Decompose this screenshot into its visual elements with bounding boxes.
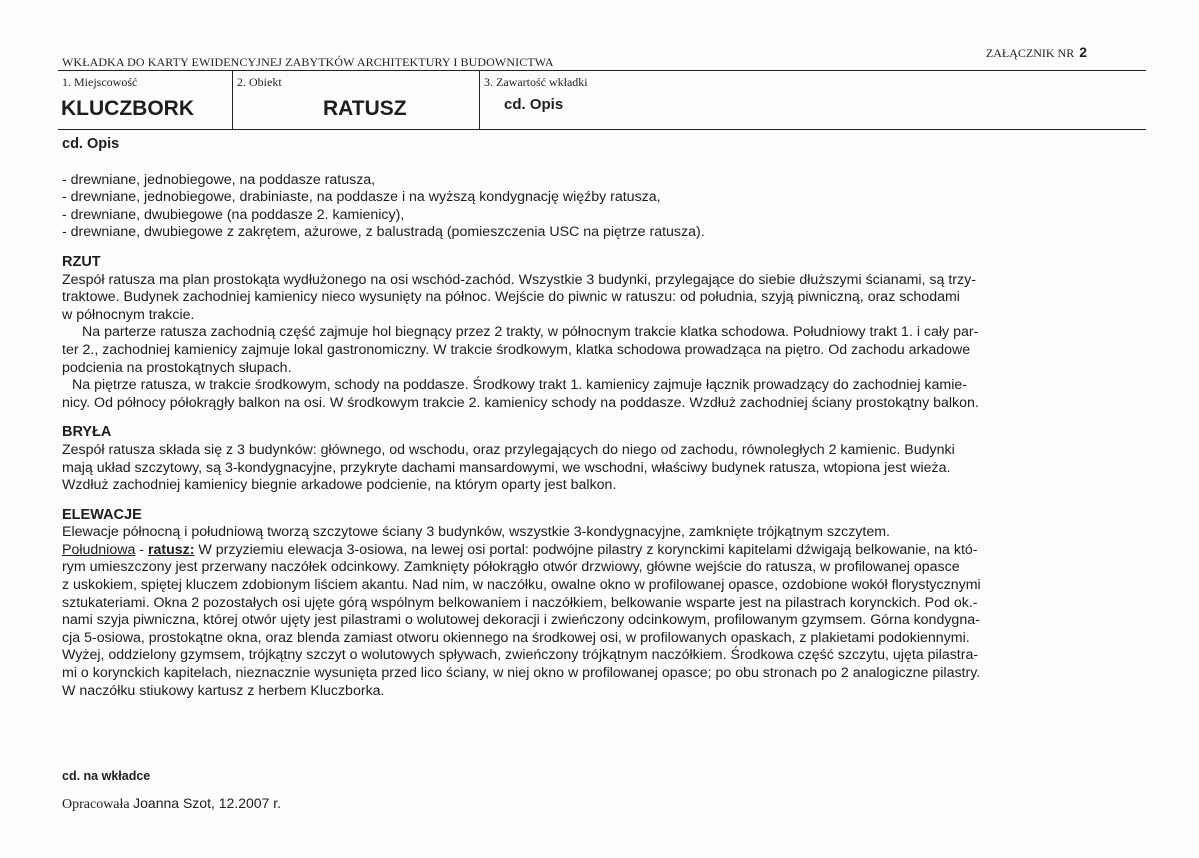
prepared-by bbox=[62, 795, 281, 813]
rzut-line: ter 2., zachodniej kamienicy zajmuje lokal gastronomiczny. W trakcie środkowym, klatka schodowa prowadząca na piętro. Od zachodu arkadowe bbox=[62, 341, 971, 358]
continued-note: cd. na wkładce bbox=[62, 769, 151, 783]
rzut-heading: RZUT bbox=[62, 253, 101, 270]
form-title: WKŁADKA DO KARTY EWIDENCYJNEJ ZABYTKÓW ARCHITEKTURY I BUDOWNICTWA bbox=[62, 55, 554, 69]
elewacje-line: mi o korynckich kapitelach, nieznacznie wysunięta przed lico ściany, w niej okno w profilowanej opasce; po obu stronach po 2 analogiczne pilastry. bbox=[62, 665, 981, 682]
prepared-name: Joanna Szot, 12.2007 r. bbox=[133, 795, 282, 811]
elewacje-line: rym umieszczony jest przerwany naczółek odcinkowy. Zamknięty półokrągło otwór drzwiowy, główne wejście do ratusza, w profilowanej opasce bbox=[62, 559, 960, 576]
bryla-heading: BRYŁA bbox=[62, 424, 112, 441]
south-dash: - bbox=[135, 541, 148, 558]
elewacje-line: Elewacje północną i południową tworzą szczytowe ściany 3 budynków, wszystkie 3-kondygnacyjne, zamknięte trójkątnym szczytem. bbox=[62, 524, 890, 541]
locality-value: KLUCZBORK bbox=[61, 97, 194, 120]
object-cell bbox=[232, 71, 479, 129]
stairs-list bbox=[62, 172, 1162, 242]
content-label: 3. Zawartość wkładki bbox=[484, 75, 588, 89]
prepared-label: Opracowała bbox=[62, 797, 130, 812]
bryla-line: Wzdłuż zachodniej kamienicy biegnie arkadowe podcienie, na którym oparty jest balkon. bbox=[62, 477, 617, 494]
header-fields-table bbox=[58, 70, 1146, 130]
object-label: 2. Obiekt bbox=[237, 75, 282, 89]
elewacje-line: Wyżej, oddzielony gzymsem, trójkątny szczyt o wolutowych spływach, zwieńczony trójkątnym naczółkiem. Środkowa część szczytu, ujęta pilastra- bbox=[62, 647, 979, 664]
stairs-line: - drewniane, dwubiegowe (na poddasze 2. kamienicy), bbox=[62, 206, 405, 223]
annex-number: 2 bbox=[1079, 44, 1087, 60]
south-elevation-label: Południowa bbox=[62, 541, 136, 558]
stairs-line: - drewniane, dwubiegowe z zakrętem, ażurowe, z balustradą (pomieszczenia USC na piętrze ratusza). bbox=[62, 224, 705, 241]
stairs-line: - drewniane, jednobiegowe, na poddasze ratusza, bbox=[62, 171, 376, 188]
elewacje-line: nami szyja piwniczna, której otwór ujęty jest pilastrami o wolutowej dekoracji i zwieńczony odcinkowym, profilowanym gzymsem. Górna kondygna- bbox=[62, 612, 980, 629]
bryla-line: mają układ szczytowy, są 3-kondygnacyjne, przykryte dachami mansardowymi, we wschodni, właściwy budynek ratusza, wtopiona jest wieża. bbox=[62, 459, 951, 476]
annex-label-text: ZAŁĄCZNIK NR bbox=[985, 46, 1075, 60]
south-first-line: W przyziemiu elewacja 3-osiowa, na lewej osi portal: podwójne pilastry z korynckimi kapitelami dźwigają belkowanie, na któ- bbox=[194, 541, 978, 558]
object-value: RATUSZ bbox=[323, 97, 407, 120]
content-cell bbox=[479, 71, 1146, 129]
content-value: cd. Opis bbox=[504, 96, 564, 113]
elewacje-line: z uskokiem, spiętej kluczem zdobionym liściem akantu. Nad nim, w naczółku, owalne okno w profilowanej opasce, ozdobione wokół florystycznymi bbox=[62, 577, 981, 594]
rzut-line: Na piętrze ratusza, w trakcie środkowym, schody na poddasze. Środkowy trakt 1. kamienicy zajmuje łącznik prowadzący do zachodniej kamie- bbox=[72, 377, 967, 394]
elewacje-heading: ELEWACJE bbox=[62, 506, 142, 523]
intro-heading: cd. Opis bbox=[62, 136, 120, 152]
bryla-line: Zespół ratusza składa się z 3 budynków: głównego, od wschodu, oraz przylegających do niego od zachodu, równoległych 2 kamienic. Budynki bbox=[62, 441, 955, 458]
document-body bbox=[62, 136, 1162, 700]
stairs-line: - drewniane, jednobiegowe, drabiniaste, na poddasze i na wyższą kondygnację więźby ratusza, bbox=[62, 189, 661, 206]
rzut-line: w północnym trakcie. bbox=[62, 306, 195, 323]
rzut-line: podcienia na prostokątnych słupach. bbox=[62, 359, 292, 376]
elewacje-line: W naczółku stiukowy kartusz z herbem Kluczborka. bbox=[62, 682, 385, 699]
rzut-line: Na parterze ratusza zachodnią część zajmuje hol biegnący przez 2 trakty, w północnym trakcie klatka schodowa. Południowy trakt 1. i cały par- bbox=[82, 324, 979, 341]
elewacje-line: cja 5-osiowa, prostokątne okna, oraz blenda zamiast otworu okiennego na środkowej osi, w profilowanych opaskach, z plakietami podokiennymi. bbox=[62, 629, 970, 646]
south-elevation-bold: ratusz: bbox=[147, 541, 195, 558]
locality-cell bbox=[58, 71, 232, 129]
elewacje-line: sztukateriami. Okna 2 pozostałych osi ujęte górą wspólnym belkowaniem i naczółkiem, belkowanie wsparte jest na pilastrach korynckich. Pod ok.- bbox=[62, 594, 978, 611]
rzut-line: Zespół ratusza ma plan prostokąta wydłużonego na osi wschód-zachód. Wszystkie 3 budynki, przylegające do siebie dłuższymi ścianami, są trzy- bbox=[62, 271, 976, 288]
south-elevation-line bbox=[62, 542, 1162, 560]
locality-label: 1. Miejscowość bbox=[62, 75, 138, 89]
rzut-line: traktowe. Budynek zachodniej kamienicy nieco wysunięty na północ. Wejście do piwnic w ratuszu: od południa, szyją piwniczną, oraz schodami bbox=[62, 289, 960, 306]
annex-label bbox=[986, 44, 1087, 61]
rzut-line: nicy. Od północy półokrągły balkon na osi. W środkowym trakcie 2. kamienicy schody na poddasze. Wzdłuż zachodniej ściany prostokątny balkon. bbox=[62, 394, 979, 411]
